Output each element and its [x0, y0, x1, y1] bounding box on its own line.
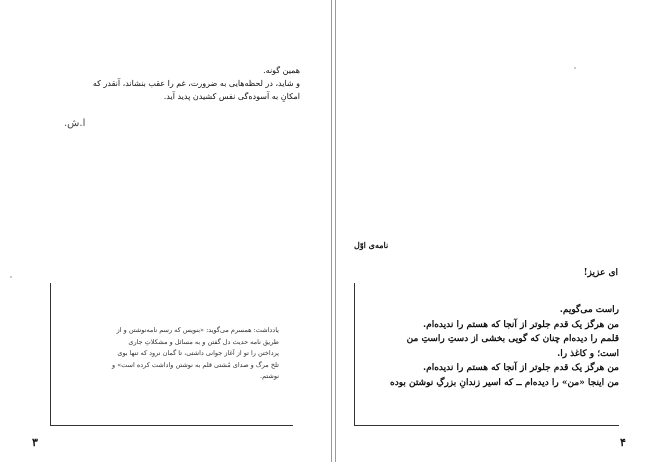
letter-line: قلمم را دیده‌ام چنان که گویی بخشی از دستِ راستِ من: [406, 334, 619, 344]
paragraph-line: امکانِ به آسوده‌گی نفس کشیدن پدید آید.: [163, 92, 300, 101]
paragraph-line: و شاید، در لحظه‌هایی به ضرورت، غم را عقب بنشاند، آنقدر که: [92, 79, 300, 88]
footnote-line: پرداختن را تو از آغاز جوانی داشتی، تا گمان نرود که تنها بوی: [117, 349, 279, 357]
footnote-line: طریق نامه حدیث دل گفتن و به مسائل و مشکلاتِ جاری: [128, 337, 279, 346]
letter-frame: [354, 283, 619, 426]
footnote-line: تلخ مرگ و صدای مُشتی قلم به نوشتن واداشت کرده است» و: [111, 360, 279, 369]
scan-mark: [10, 276, 12, 278]
letter-line: راست می‌گویم.: [559, 305, 619, 315]
letter-body: [355, 303, 619, 390]
spine-line-right: [335, 0, 336, 462]
letter-line: است؛ و کاغذ را.: [557, 348, 619, 359]
letter-line: من هرگز یک قدم جلوتر از آنجا که هستم را ندیده‌ام.: [422, 363, 619, 373]
letter-greeting: ای عزیز!: [583, 268, 618, 278]
left-page: [0, 0, 331, 462]
footnote-frame: [50, 283, 293, 426]
page-number-right: ۴: [620, 436, 626, 449]
page-number-left: ۳: [32, 436, 38, 449]
closing-paragraph: [76, 64, 300, 103]
letter-line: من اینجا «من» را دیده‌ام ــ که اسیر زندانِ بزرگِ نوشتن بوده: [389, 377, 619, 388]
scan-mark: [574, 67, 576, 69]
letter-line: من هرگز یک قدم جلوتر از آنجا که هستم را ندیده‌ام.: [422, 319, 619, 330]
footnote-line: یادداشت: همسرم می‌گوید: «بنویس که رسم نامه‌نوشتن و از: [116, 326, 279, 334]
paragraph-line: همین گونه.: [263, 66, 300, 75]
footnote-line: نوشتم.: [260, 372, 279, 380]
letter-heading: نامه‌ی اوّل: [354, 240, 389, 250]
signature-initials: ا.ش.: [64, 118, 86, 129]
footnote-text: [59, 325, 279, 383]
spine-line-left: [331, 0, 332, 462]
